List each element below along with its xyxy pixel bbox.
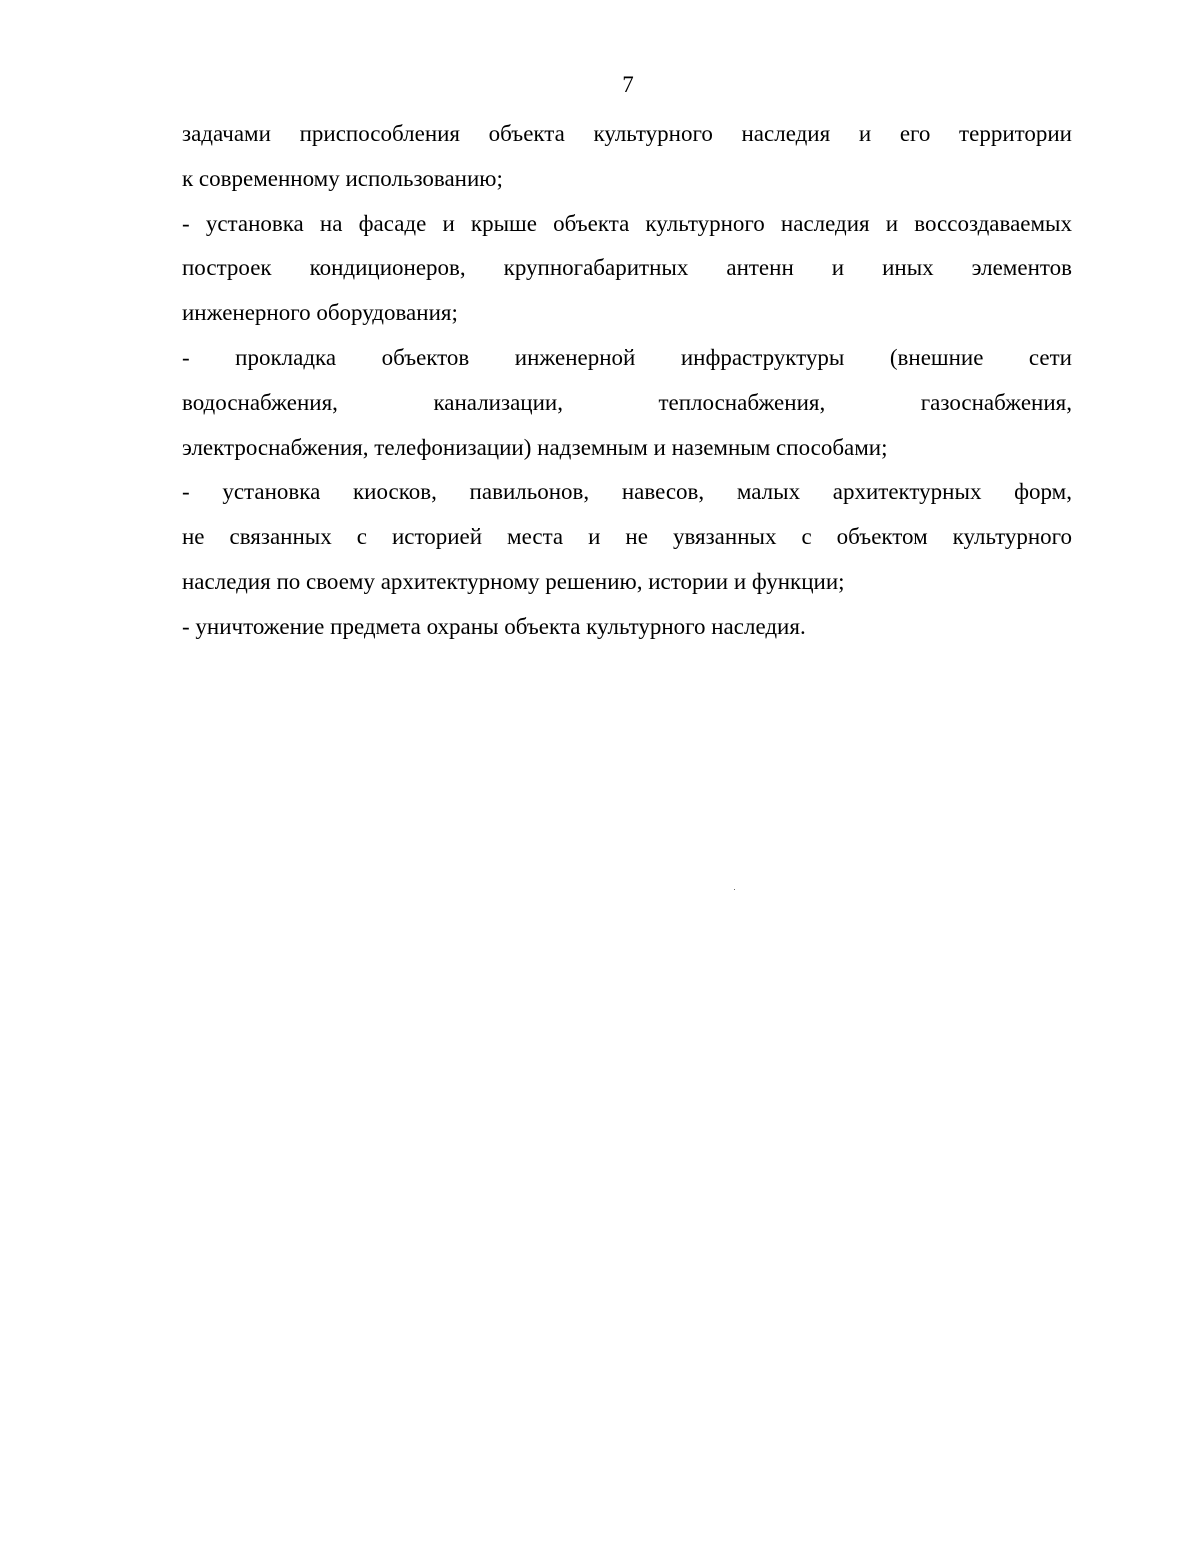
text-line: наследия по своему архитектурному решению, истории и функции; <box>182 568 845 594</box>
page-number: 7 <box>622 72 634 97</box>
text-line: задачами приспособления объекта культурного наследия и его территории <box>182 121 1072 146</box>
body-text <box>182 112 1072 650</box>
text-line: - установка киосков, павильонов, навесов, малых архитектурных форм, <box>182 479 1072 505</box>
text-line: - уничтожение предмета охраны объекта культурного наследия. <box>182 613 806 639</box>
text-line: электроснабжения, телефонизации) надземным и наземным способами; <box>182 434 888 460</box>
text-line: инженерного оборудования; <box>182 300 458 326</box>
text-line: - установка на фасаде и крыше объекта культурного наследия и воссоздаваемых <box>182 210 1072 236</box>
scan-speck <box>734 889 735 890</box>
text-line: не связанных с историей места и не увязанных с объектом культурного <box>182 524 1072 550</box>
text-line: построек кондиционеров, крупногабаритных антенн и иных элементов <box>182 255 1072 281</box>
text-line: - прокладка объектов инженерной инфраструктуры (внешние сети <box>182 344 1072 370</box>
text-line: к современному использованию; <box>182 165 503 191</box>
text-line: водоснабжения, канализации, теплоснабжения, газоснабжения, <box>182 389 1072 415</box>
